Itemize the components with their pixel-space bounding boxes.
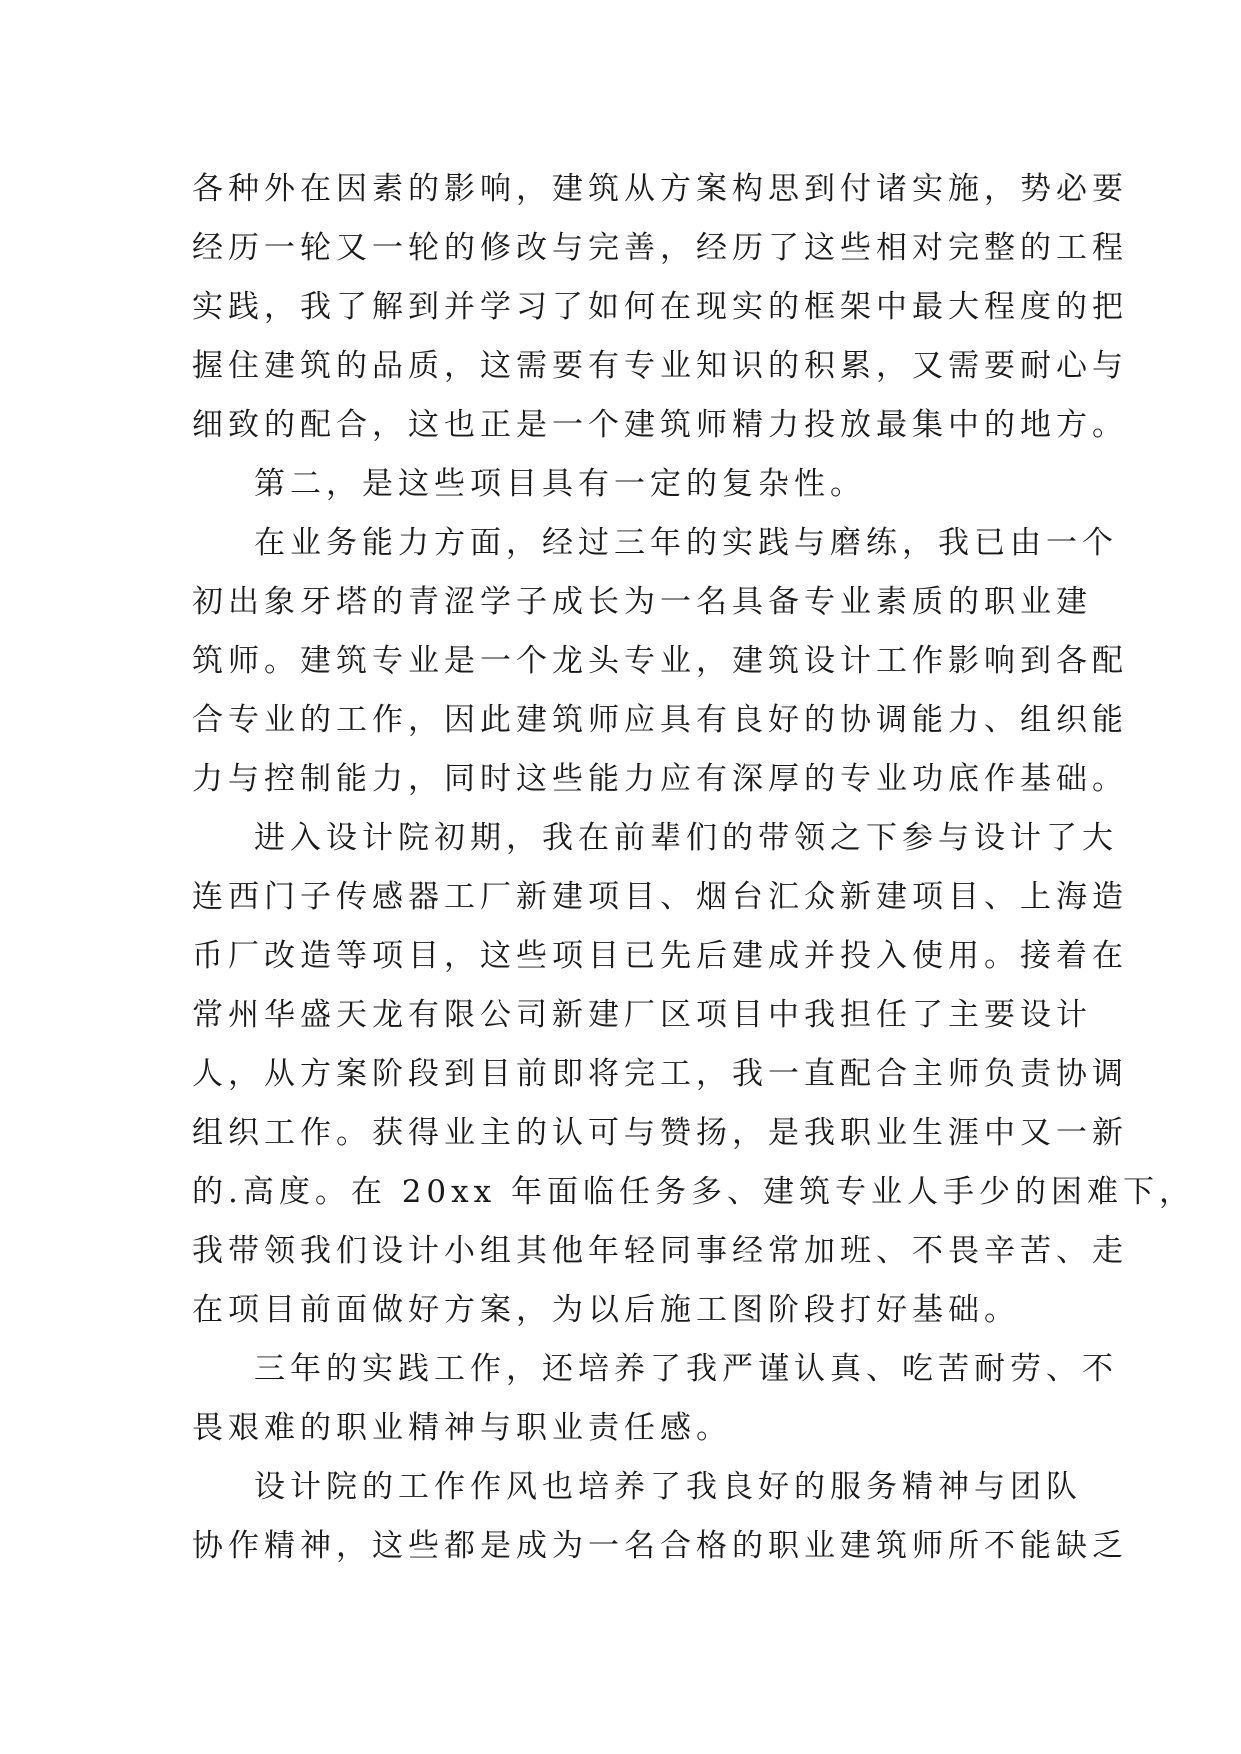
text-line: 在项目前面做好方案，为以后施工图阶段打好基础。 [192,1292,1020,1328]
text-line: 三年的实践工作，还培养了我严谨认真、吃苦耐劳、不 [254,1351,1118,1387]
paragraph [192,160,1128,455]
paragraph [192,455,1072,514]
text-line: 的.高度。在 20xx 年面临任务多、建筑专业人手少的困难下， [192,1174,1195,1210]
text-line: 各种外在因素的影响，建筑从方案构思到付诸实施，势必要 [192,171,1128,207]
text-line: 币厂改造等项目，这些项目已先后建成并投入使用。接着在 [192,938,1128,974]
text-line: 力与控制能力，同时这些能力应有深厚的专业功底作基础。 [192,761,1128,797]
text-line: 经历一轮又一轮的修改与完善，经历了这些相对完整的工程 [192,230,1128,266]
text-line: 设计院的工作作风也培养了我良好的服务精神与团队 [254,1469,1082,1505]
text-line: 协作精神，这些都是成为一名合格的职业建筑师所不能缺乏 [192,1528,1128,1564]
text-line: 在业务能力方面，经过三年的实践与磨练，我已由一个 [254,525,1118,561]
text-line: 连西门子传感器工厂新建项目、烟台汇众新建项目、上海造 [192,879,1128,915]
paragraph [192,514,1128,809]
text-line: 筑师。建筑专业是一个龙头专业，建筑设计工作影响到各配 [192,643,1128,679]
document-body [192,160,1195,1576]
paragraph [192,1458,1128,1576]
text-line: 握住建筑的品质，这需要有专业知识的积累，又需要耐心与 [192,348,1128,384]
text-line: 人，从方案阶段到目前即将完工，我一直配合主师负责协调 [192,1056,1128,1092]
paragraph [192,1340,1118,1458]
text-line: 初出象牙塔的青涩学子成长为一名具备专业素质的职业建 [192,584,1092,620]
text-line: 常州华盛天龙有限公司新建厂区项目中我担任了主要设计 [192,997,1092,1033]
text-line: 畏艰难的职业精神与职业责任感。 [192,1410,732,1446]
text-line: 合专业的工作，因此建筑师应具有良好的协调能力、组织能 [192,702,1128,738]
text-line: 第二，是这些项目具有一定的复杂性。 [254,466,866,502]
paragraph [192,809,1195,1340]
text-line: 组织工作。获得业主的认可与赞扬，是我职业生涯中又一新 [192,1115,1128,1151]
text-line: 我带领我们设计小组其他年轻同事经常加班、不畏辛苦、走 [192,1233,1128,1269]
text-line: 细致的配合，这也正是一个建筑师精力投放最集中的地方。 [192,407,1128,443]
text-line: 进入设计院初期，我在前辈们的带领之下参与设计了大 [254,820,1118,856]
text-line: 实践，我了解到并学习了如何在现实的框架中最大程度的把 [192,289,1128,325]
